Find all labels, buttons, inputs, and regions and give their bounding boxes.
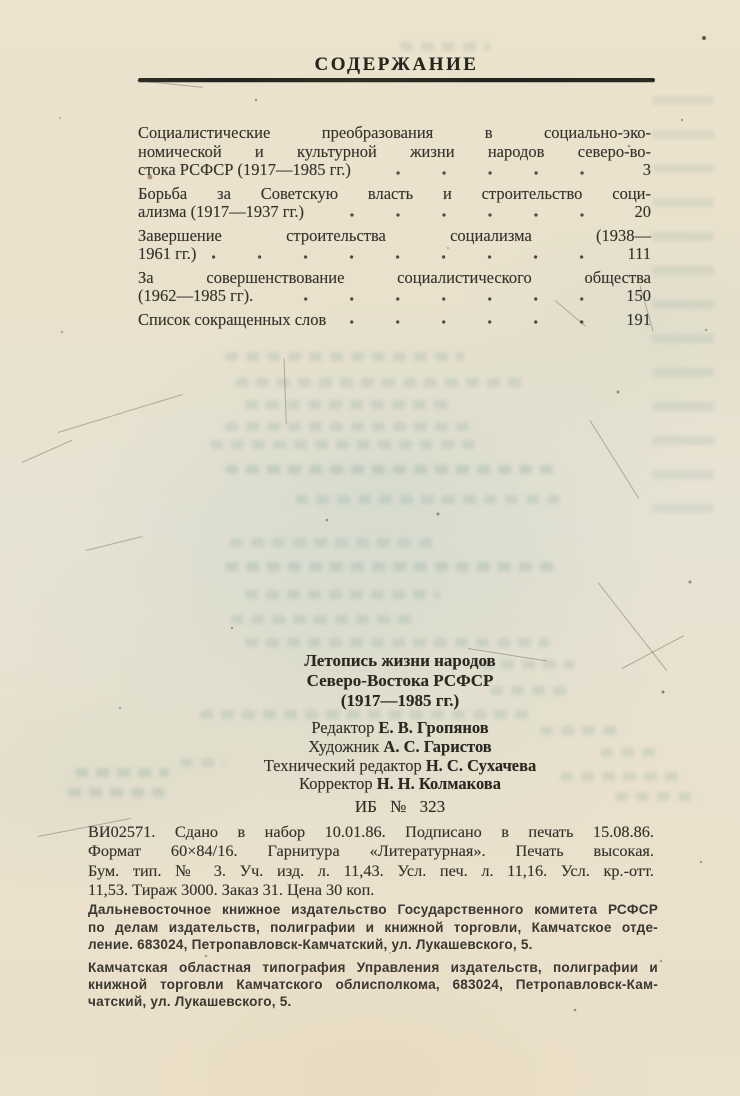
book-title-line: (1917—1985 гг.) xyxy=(340,691,460,710)
toc-entry-last-line xyxy=(138,203,651,222)
credit-name: Н. С. Сухачева xyxy=(425,755,537,775)
toc-entry-line: За совершенствование социалистического общества xyxy=(138,267,651,287)
imprint-line: 11,53. Тираж 3000. Заказ 31. Цена 30 коп. xyxy=(88,879,375,899)
credit-name: А. С. Гаристов xyxy=(383,736,492,756)
toc-entry-line: Социалистические преобразования в социально-эко- xyxy=(138,123,651,142)
bleed-through-line xyxy=(225,352,465,361)
toc-entry-line: Борьба за Советскую власть и строительство соци- xyxy=(138,183,651,203)
bleed-through-line xyxy=(210,440,475,449)
toc-entry xyxy=(138,124,651,180)
toc-entry-last-line xyxy=(138,245,651,264)
dot-leader xyxy=(367,161,609,180)
bleed-through-column xyxy=(652,96,714,534)
printer-line: книжной торговли Камчатского облисполкома, 683024, Петропавловск-Кам- xyxy=(88,976,658,992)
bleed-through-line xyxy=(225,562,560,571)
bleed-through-line xyxy=(225,422,475,431)
credit-line xyxy=(75,738,725,757)
publisher-line: по делам издательств, полиграфии и книжной торговли, Камчатское отде- xyxy=(88,919,658,935)
dot-leader xyxy=(342,311,609,330)
book-title-block xyxy=(75,651,725,711)
toc-entry-line: номической и культурной жизни народов северо-во- xyxy=(138,141,651,161)
bleed-through-line xyxy=(225,465,560,474)
toc-entry-text: 1961 гг.) xyxy=(138,244,197,263)
publisher-line: ление. 683024, Петропавловск-Камчатский, ул. Лукашевского, 5. xyxy=(88,937,533,953)
table-of-contents xyxy=(138,124,651,329)
imprint-line: Бум. тип. № 3. Уч. изд. л. 11,43. Усл. печ. л. 11,16. Усл. кр.-отт. xyxy=(88,860,654,880)
page-title: СОДЕРЖАНИЕ xyxy=(314,54,479,75)
dot-leader xyxy=(320,203,609,222)
credits-block xyxy=(75,719,725,794)
toc-entry-last-line xyxy=(138,311,651,330)
scratch-mark xyxy=(590,420,640,499)
toc-entry xyxy=(138,227,651,264)
toc-entry xyxy=(138,311,651,330)
ib-number: ИБ № 323 xyxy=(354,797,446,816)
bleed-through-line xyxy=(245,400,455,409)
toc-page-number: 191 xyxy=(626,309,651,329)
toc-page-number: 111 xyxy=(627,244,651,263)
scratch-mark xyxy=(22,440,73,463)
toc-entry-text: Список сокращенных слов xyxy=(138,309,327,329)
bleed-through-line xyxy=(295,495,560,504)
publisher-block xyxy=(88,901,658,954)
toc-entry-text: (1962—1985 гг). xyxy=(138,286,254,305)
scratch-mark xyxy=(58,394,183,433)
printer-line: чатский, ул. Лукашевского, 5. xyxy=(88,993,292,1009)
bleed-through-line xyxy=(245,590,440,599)
dot-leader xyxy=(269,287,609,306)
bleed-through-line xyxy=(235,378,525,387)
bleed-through-line xyxy=(245,638,550,647)
bleed-through-line xyxy=(230,538,435,547)
credit-role: Редактор xyxy=(311,718,375,737)
toc-entry-text: ализма (1917—1937 гг.) xyxy=(138,202,305,221)
publisher-line: Дальневосточное книжное издательство Государственного комитета РСФСР xyxy=(88,902,658,917)
header-rule xyxy=(138,78,655,82)
scratch-mark xyxy=(86,536,143,551)
imprint-line: ВИ02571. Сдано в набор 10.01.86. Подписано в печать 15.08.86. xyxy=(88,822,654,841)
toc-entry-text: стока РСФСР (1917—1985 гг.) xyxy=(138,160,351,179)
imprint-block xyxy=(88,822,654,899)
bleed-through-line xyxy=(230,615,415,624)
scratch-mark xyxy=(284,358,287,424)
book-title-line: Летопись жизни народов xyxy=(304,651,496,670)
toc-entry-last-line xyxy=(138,287,651,306)
credit-line xyxy=(75,719,725,738)
dot-leader xyxy=(212,245,609,264)
credit-role: Корректор xyxy=(299,774,373,794)
toc-entry xyxy=(138,185,651,222)
paper-specks xyxy=(0,0,2,2)
toc-page-number: 150 xyxy=(626,286,651,305)
credit-role: Технический редактор xyxy=(263,755,422,775)
toc-entry-last-line xyxy=(138,161,651,180)
toc-entry-line: Завершение строительства социализма (1938— xyxy=(138,225,651,245)
printer-block xyxy=(88,960,658,1010)
toc-page-number: 3 xyxy=(642,160,651,179)
credit-name: Е. В. Гропянов xyxy=(378,718,489,737)
credit-name: Н. Н. Колмакова xyxy=(376,774,501,794)
imprint-line: Формат 60×84/16. Гарнитура «Литературная». Печать высокая. xyxy=(88,841,654,861)
credit-line xyxy=(75,757,725,776)
credit-role: Художник xyxy=(308,736,380,756)
printer-line: Камчатская областная типография Управления издательств, полиграфии и xyxy=(88,960,658,975)
bleed-through-line xyxy=(400,42,490,51)
toc-page-number: 20 xyxy=(634,202,651,221)
toc-entry xyxy=(138,269,651,306)
book-title-line: Северо-Востока РСФСР xyxy=(306,671,494,690)
credit-line xyxy=(75,775,725,794)
